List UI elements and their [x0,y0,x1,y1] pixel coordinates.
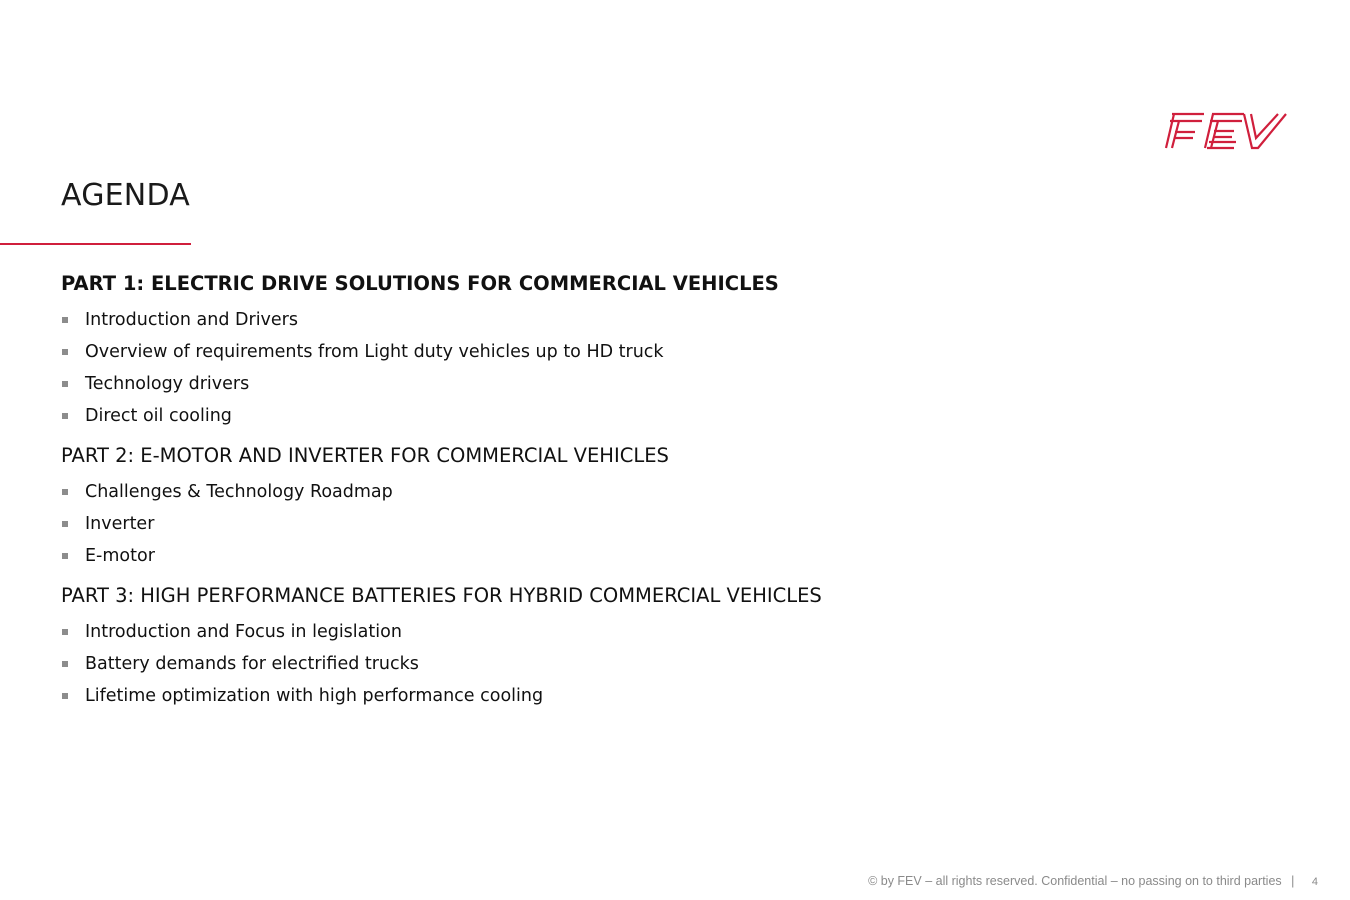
list-item-label: Direct oil cooling [85,406,232,426]
list-item [61,336,1061,368]
list-item-label: Technology drivers [85,374,250,394]
part-item-list [61,476,1061,572]
square-bullet-icon [62,661,68,667]
list-item [61,616,1061,648]
fev-logo [1160,110,1288,152]
list-item-label: Introduction and Focus in legislation [85,622,402,642]
agenda-part-3 [61,582,1061,712]
list-item [61,476,1061,508]
list-item [61,400,1061,432]
square-bullet-icon [62,521,68,527]
list-item [61,304,1061,336]
list-item-label: Overview of requirements from Light duty vehicles up to HD truck [85,342,664,362]
footer-separator: | [1291,874,1295,888]
list-item [61,648,1061,680]
agenda-part-2 [61,442,1061,572]
part-item-list [61,304,1061,432]
list-item [61,540,1061,572]
list-item-label: Inverter [85,514,155,534]
square-bullet-icon [62,349,68,355]
square-bullet-icon [62,553,68,559]
list-item [61,368,1061,400]
part-heading: PART 2: E-MOTOR AND INVERTER FOR COMMERCIAL VEHICLES [61,444,669,467]
title-underline [0,243,191,245]
part-heading: PART 3: HIGH PERFORMANCE BATTERIES FOR HYBRID COMMERCIAL VEHICLES [61,584,822,607]
square-bullet-icon [62,629,68,635]
list-item [61,680,1061,712]
page-number: 4 [1311,876,1318,888]
list-item-label: Challenges & Technology Roadmap [85,482,393,502]
list-item-label: Battery demands for electrified trucks [85,654,419,674]
part-item-list [61,616,1061,712]
copyright-notice: © by FEV – all rights reserved. Confidential – no passing on to third parties [868,874,1282,888]
list-item [61,508,1061,540]
page-title: AGENDA [61,178,190,213]
square-bullet-icon [62,317,68,323]
agenda [61,270,1061,722]
square-bullet-icon [62,413,68,419]
list-item-label: Lifetime optimization with high performance cooling [85,686,544,706]
square-bullet-icon [62,489,68,495]
square-bullet-icon [62,693,68,699]
list-item-label: E-motor [85,546,155,566]
list-item-label: Introduction and Drivers [85,310,298,330]
footer [868,874,1318,888]
square-bullet-icon [62,381,68,387]
part-heading: PART 1: ELECTRIC DRIVE SOLUTIONS FOR COMMERCIAL VEHICLES [61,272,779,295]
agenda-part-1 [61,270,1061,432]
